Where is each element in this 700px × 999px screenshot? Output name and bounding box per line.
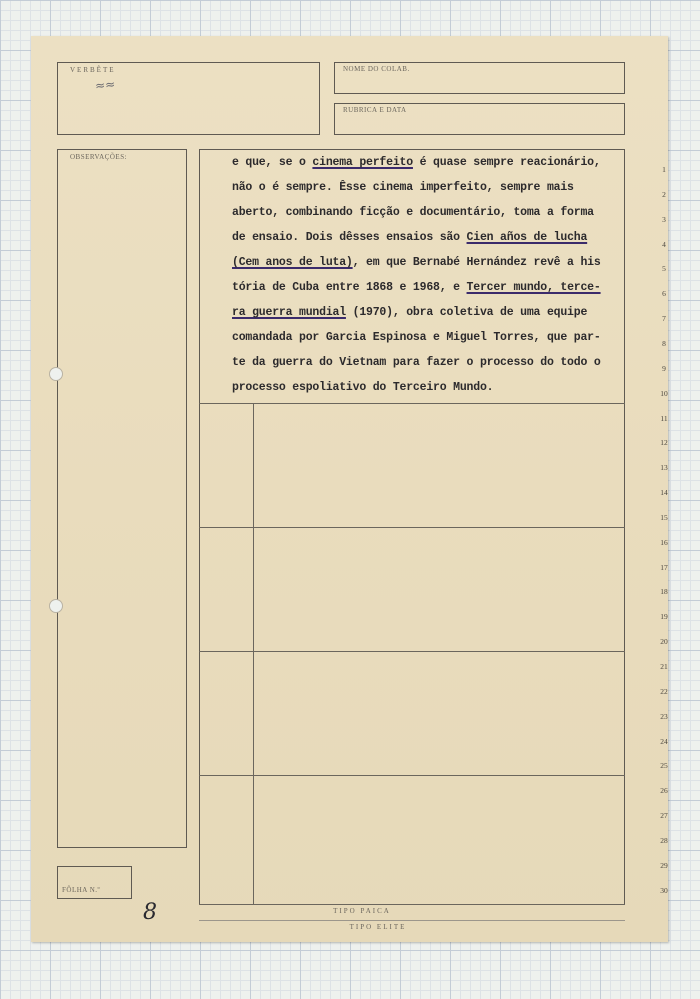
typed-line: [232, 156, 601, 169]
typed-line: [232, 281, 601, 294]
typed-line: [232, 206, 594, 219]
line-number: 6: [662, 289, 666, 299]
underlined-title: Cien años de lucha: [466, 231, 588, 244]
folha-number: 8: [143, 900, 157, 925]
underlined-title: (Cem anos de luta): [232, 256, 353, 269]
punch-hole-bottom: [49, 599, 63, 613]
nome-colab-label: NOME DO COLAB.: [343, 65, 410, 73]
underlined-title: cinema perfeito: [312, 156, 413, 169]
text-run: e que, se o: [232, 156, 313, 169]
section-divider-20: [199, 651, 625, 652]
line-number: 13: [660, 463, 668, 473]
line-number: 3: [662, 214, 666, 224]
index-card-sheet: [31, 36, 668, 942]
typed-line: [232, 231, 587, 244]
tipo-elite-label: TIPO ELITE: [349, 923, 407, 931]
observacoes-box: [57, 149, 187, 848]
verbete-label: VERBÊTE: [70, 66, 116, 74]
line-number: 16: [660, 537, 668, 547]
verbete-box: [57, 62, 320, 135]
footer-rule: [199, 920, 625, 921]
pencil-mark: ≈≈: [94, 76, 116, 94]
typed-line: [232, 331, 601, 344]
observacoes-label: OBSERVAÇÕES:: [70, 153, 128, 161]
line-number: 9: [662, 363, 666, 373]
nome-colab-box: [334, 62, 625, 94]
line-number: 7: [662, 314, 666, 324]
line-number: 17: [660, 562, 668, 572]
underlined-title: ra guerra mundial: [232, 306, 346, 319]
line-number: 5: [662, 264, 666, 274]
typed-line: [232, 306, 587, 319]
text-run: te da guerra do Vietnam para fazer o processo do todo o: [232, 356, 601, 369]
line-number: 11: [660, 413, 668, 423]
line-number: 18: [660, 587, 668, 597]
line-number: 29: [660, 860, 668, 870]
folha-label: FÔLHA N.º: [62, 886, 101, 894]
line-number: 27: [660, 811, 668, 821]
line-number: 15: [660, 512, 668, 522]
text-run: tória de Cuba entre 1868 e 1968, e: [232, 281, 467, 294]
text-run: não o é sempre. Êsse cinema imperfeito, sempre mais: [232, 181, 574, 194]
line-number: 25: [660, 761, 668, 771]
line-number: 19: [660, 612, 668, 622]
line-number: 30: [660, 885, 668, 895]
text-run: aberto, combinando ficção e documentário, toma a forma: [232, 206, 594, 219]
rubrica-data-box: [334, 103, 625, 135]
section-divider-25: [199, 775, 625, 776]
text-run: (1970), obra coletiva de uma equipe: [345, 306, 588, 319]
section-divider-15: [199, 527, 625, 528]
line-number: 24: [660, 736, 668, 746]
line-number: 28: [660, 835, 668, 845]
text-run: de ensaio. Dois dêsses ensaios são: [232, 231, 467, 244]
line-number: 10: [660, 388, 668, 398]
text-run: processo espoliativo do Terceiro Mundo.: [232, 381, 494, 394]
line-number: 2: [662, 189, 666, 199]
line-number: 20: [660, 637, 668, 647]
underlined-title: Tercer mundo, terce-: [466, 281, 601, 294]
typed-line: [232, 181, 574, 194]
line-number: 23: [660, 711, 668, 721]
typed-line: [232, 356, 601, 369]
line-number: 12: [660, 438, 668, 448]
section-divider-10: [199, 403, 625, 404]
line-number: 1: [662, 165, 666, 174]
line-number: 4: [662, 239, 666, 249]
text-run: é quase sempre reacionário,: [412, 156, 601, 169]
line-number: 21: [660, 662, 668, 671]
text-run: , em que Bernabé Hernández revê a his: [352, 256, 601, 269]
punch-hole-top: [49, 367, 63, 381]
line-number: 8: [662, 338, 666, 348]
folha-box: [57, 866, 132, 899]
text-run: comandada por Garcia Espinosa e Miguel Torres, que par-: [232, 331, 601, 344]
tipo-paica-label: TIPO PAICA: [333, 907, 391, 915]
line-number: 14: [660, 488, 668, 498]
line-number: 26: [660, 786, 668, 796]
bottom-rule: [199, 904, 625, 905]
line-number: 22: [660, 686, 668, 696]
rubrica-data-label: RUBRICA E DATA: [343, 106, 407, 114]
typed-line: [232, 256, 601, 269]
inner-column-divider: [253, 403, 254, 904]
typed-line: [232, 381, 493, 394]
